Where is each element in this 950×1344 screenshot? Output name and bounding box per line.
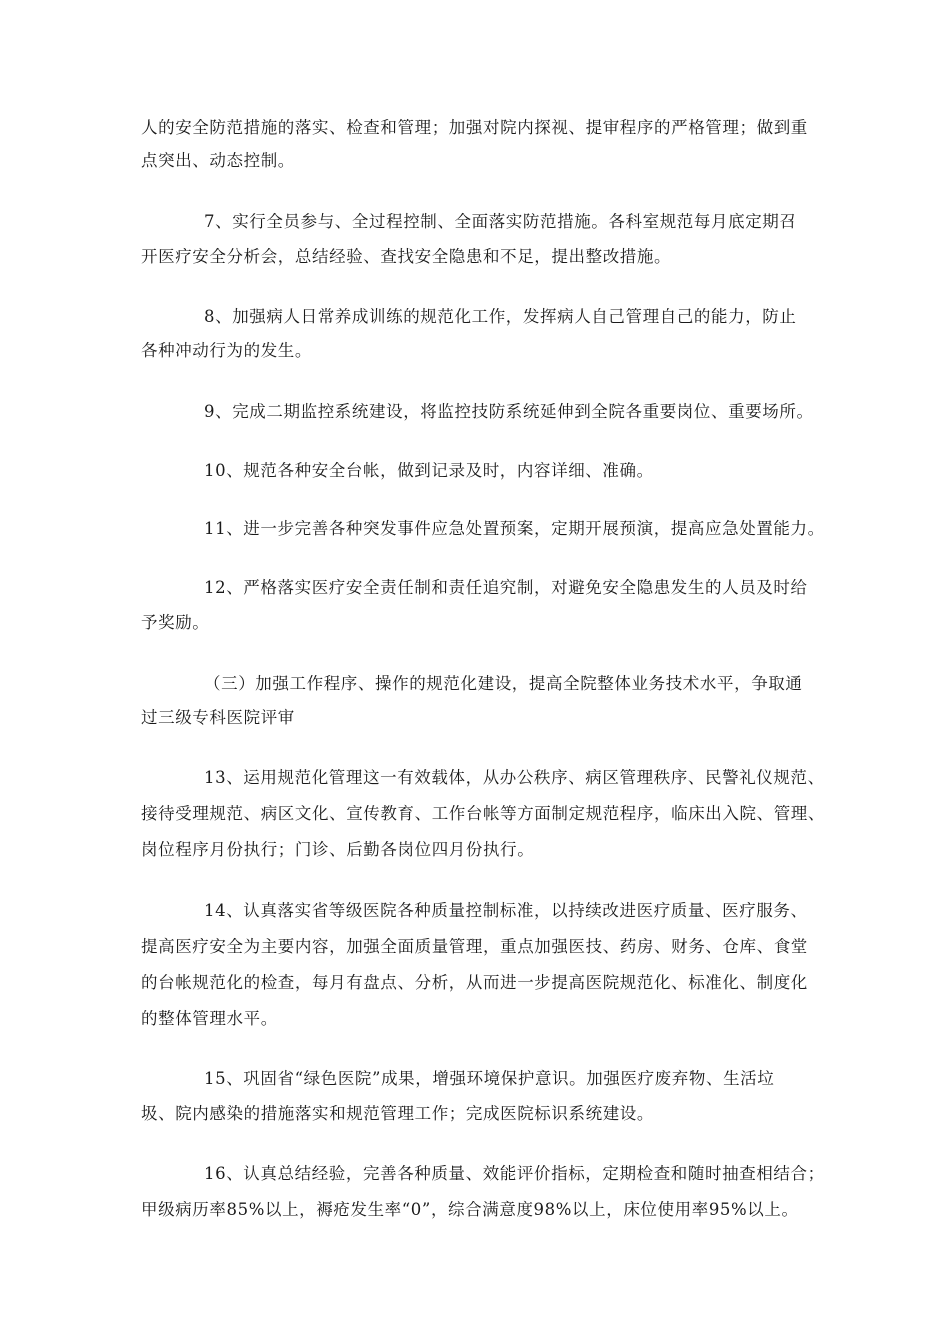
text-line: 14、认真落实省等级医院各种质量控制标准，以持续改进医疗质量、医疗服务、: [204, 901, 808, 920]
text-line: 11、进一步完善各种突发事件应急处置预案，定期开展预演，提高应急处置能力。: [204, 519, 825, 538]
text-line: 圾、院内感染的措施落实和规范管理工作；完成医院标识系统建设。: [141, 1104, 654, 1123]
text-line: 的整体管理水平。: [141, 1009, 278, 1028]
text-line: 各种冲动行为的发生。: [141, 341, 312, 360]
text-line: 甲级病历率85%以上，褥疮发生率“0”，综合满意度98%以上，床位使用率95%以上。: [141, 1200, 799, 1219]
text-line: 过三级专科医院评审: [141, 708, 295, 727]
text-line: 的台帐规范化的检查，每月有盘点、分析，从而进一步提高医院规范化、标准化、制度化: [141, 973, 808, 992]
text-line: 9、完成二期监控系统建设，将监控技防系统延伸到全院各重要岗位、重要场所。: [204, 402, 814, 421]
text-line: 10、规范各种安全台帐，做到记录及时，内容详细、准确。: [204, 461, 654, 480]
text-line: 接待受理规范、病区文化、宣传教育、工作台帐等方面制定规范程序，临床出入院、管理、: [141, 804, 825, 823]
text-line: 予奖励。: [141, 613, 210, 632]
text-line: 提高医疗安全为主要内容，加强全面质量管理，重点加强医技、药房、财务、仓库、食堂: [141, 937, 808, 956]
text-line: 15、巩固省“绿色医院”成果，增强环境保护意识。加强医疗废弃物、生活垃: [204, 1069, 775, 1088]
text-line: 16、认真总结经验，完善各种质量、效能评价指标，定期检查和随时抽查相结合；: [204, 1164, 825, 1183]
text-line: 8、加强病人日常养成训练的规范化工作，发挥病人自己管理自己的能力，防止: [204, 307, 797, 326]
text-line: 岗位程序月份执行；门诊、后勤各岗位四月份执行。: [141, 840, 535, 859]
text-line: 7、实行全员参与、全过程控制、全面落实防范措施。各科室规范每月底定期召: [204, 212, 797, 231]
text-line: 12、严格落实医疗安全责任制和责任追究制，对避免安全隐患发生的人员及时给: [204, 578, 808, 597]
text-line: 点突出、动态控制。: [141, 151, 295, 170]
text-line: 13、运用规范化管理这一有效载体，从办公秩序、病区管理秩序、民警礼仪规范、: [204, 768, 825, 787]
text-line: 人的安全防范措施的落实、检查和管理；加强对院内探视、提审程序的严格管理；做到重: [141, 118, 808, 137]
text-line: 开医疗安全分析会，总结经验、查找安全隐患和不足，提出整改措施。: [141, 247, 672, 266]
text-line: （三）加强工作程序、操作的规范化建设，提高全院整体业务技术水平，争取通: [204, 674, 803, 693]
